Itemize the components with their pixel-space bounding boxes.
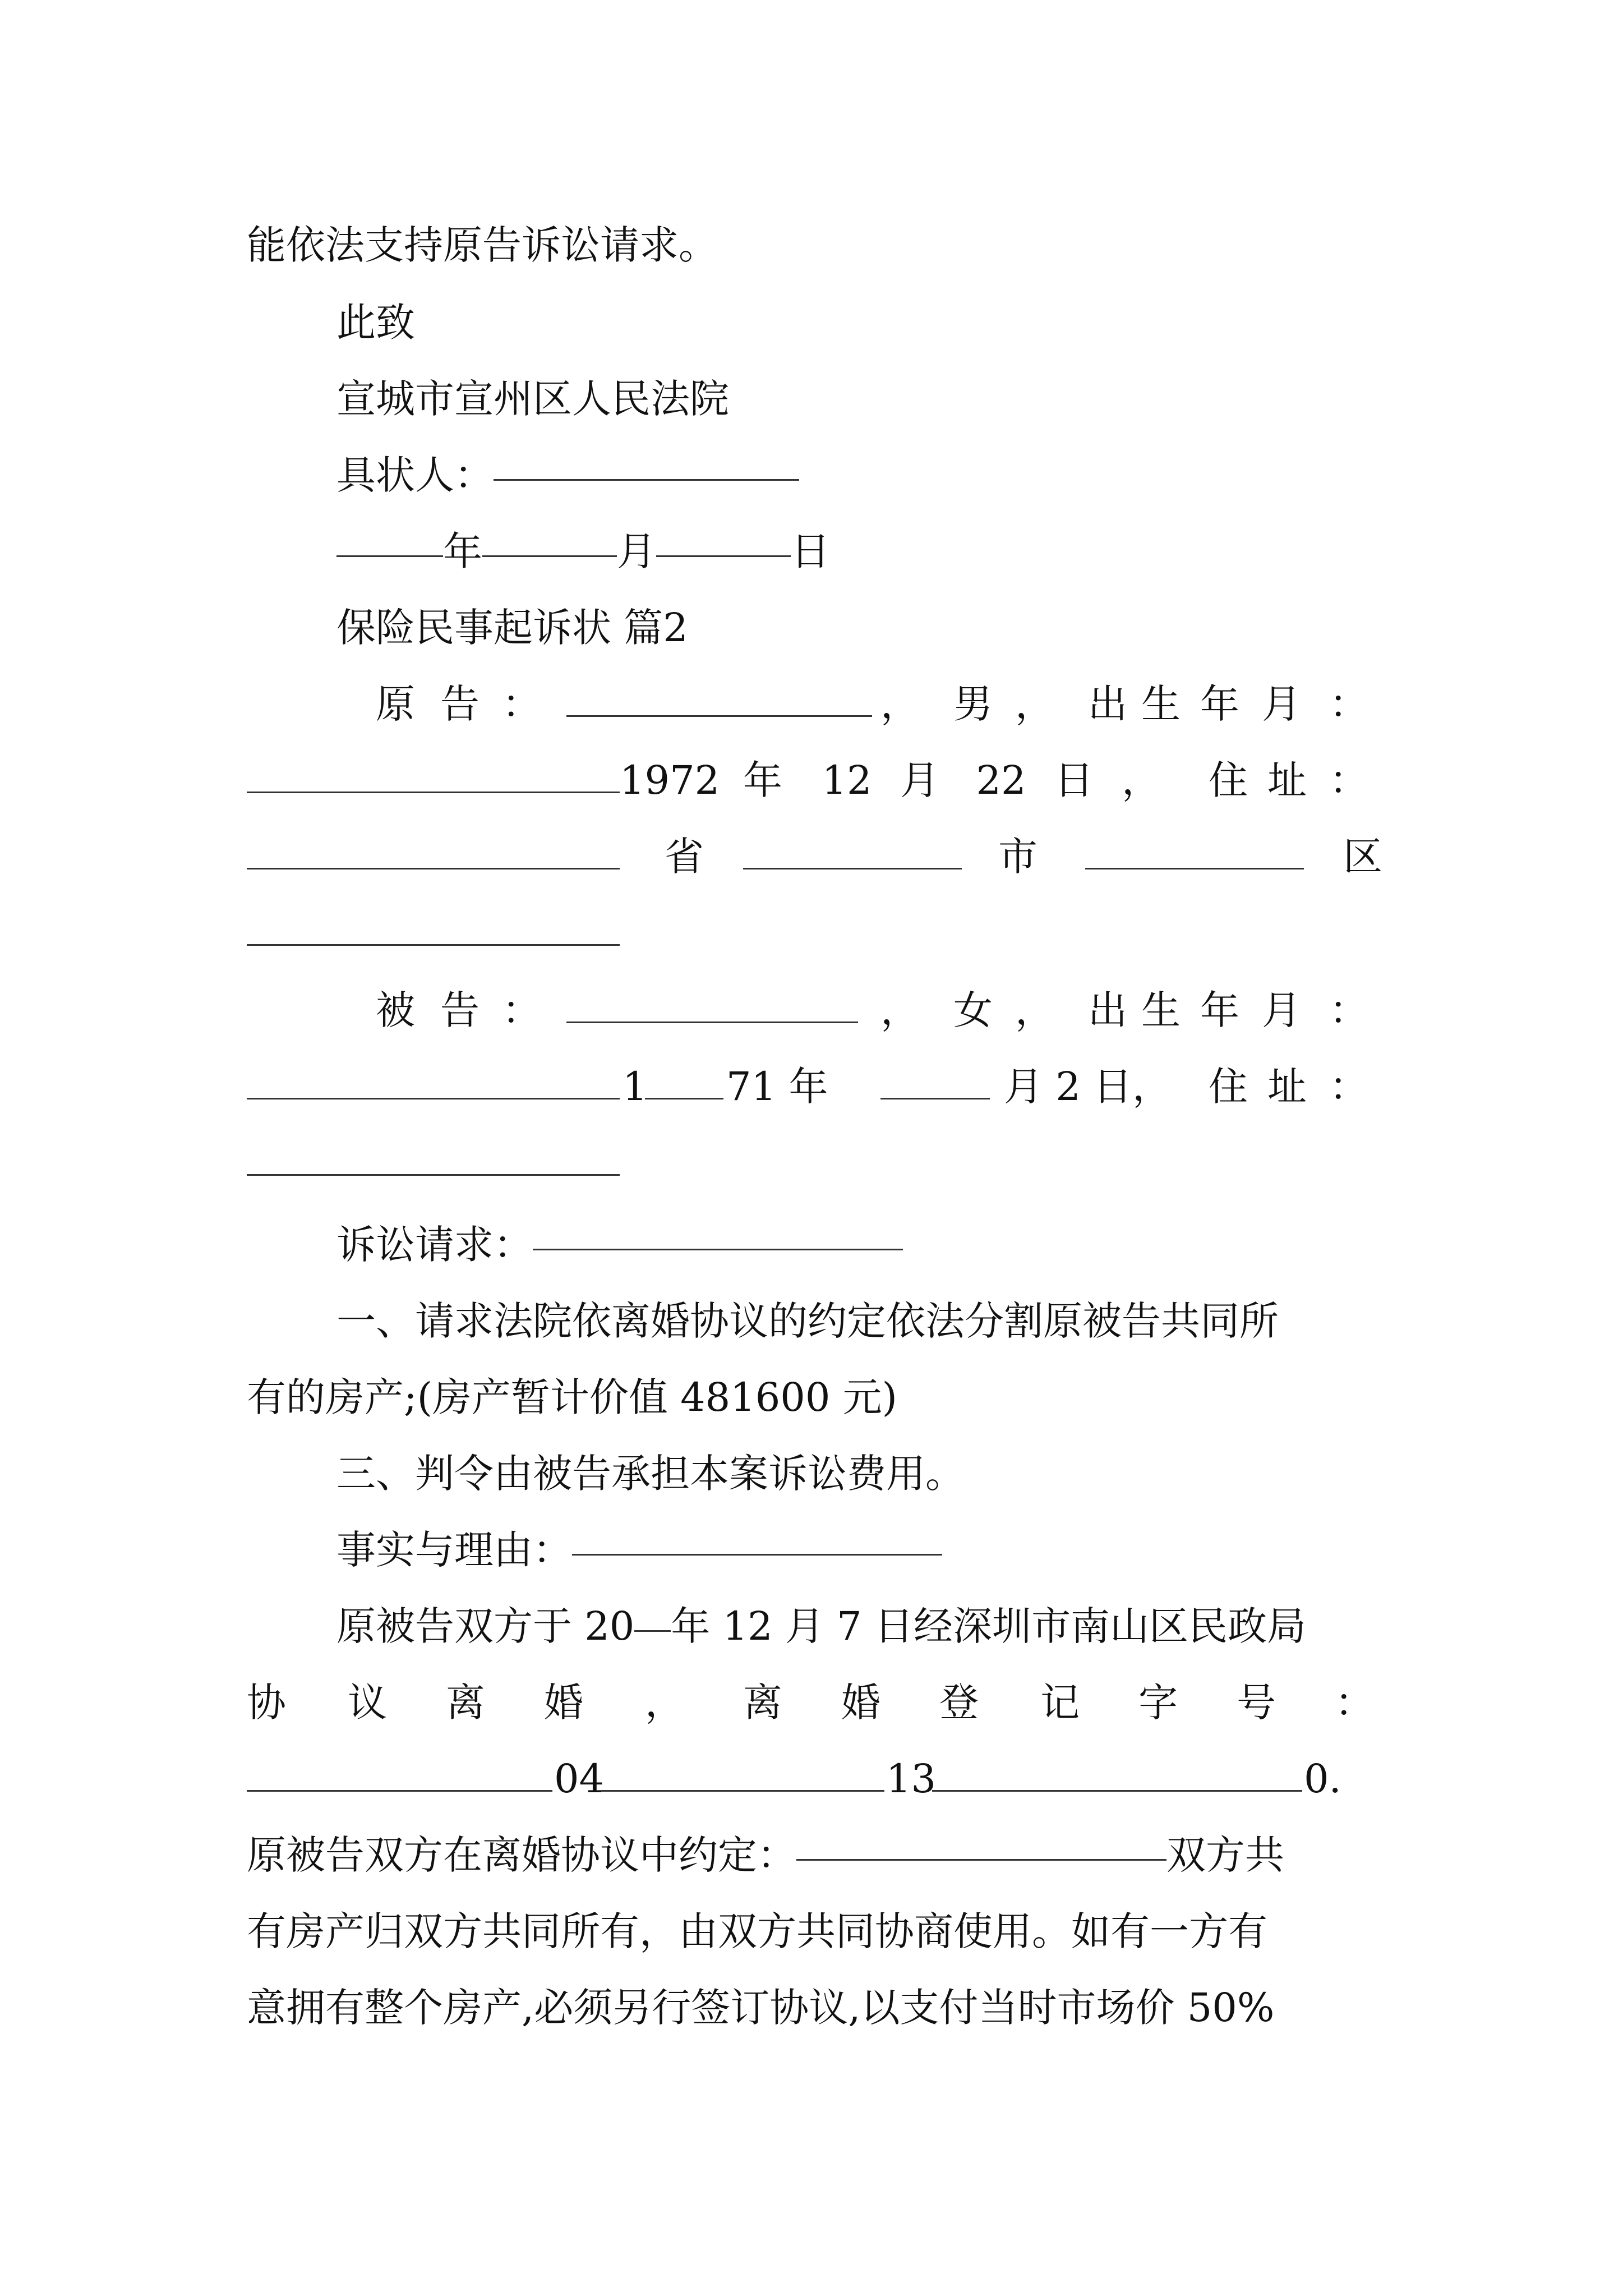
text-char: ， — [1122, 757, 1161, 803]
blank-underline — [247, 1097, 620, 1099]
text-char: 被 — [376, 987, 415, 1033]
blank-underline — [247, 1789, 552, 1792]
text-char: ： — [1335, 1680, 1374, 1726]
text-char: 住 — [1209, 1064, 1248, 1110]
text-char: 原 — [376, 681, 415, 727]
blank-underline — [566, 1021, 858, 1023]
registration-number-line — [247, 1748, 1385, 1810]
blank-underline — [932, 1789, 1302, 1792]
defendant-birth-line — [247, 1056, 1385, 1117]
year-value: 1972 — [620, 757, 720, 803]
plaintiff-address-line — [247, 826, 1385, 887]
text-char: 离 — [446, 1680, 485, 1726]
text-line: 意拥有整个房产,必须另行签订协议,以支付当时市场价 50% — [247, 1985, 1275, 2031]
blank-underline — [1085, 867, 1304, 869]
text-char: 市 — [998, 834, 1038, 880]
text-char: 登 — [939, 1680, 979, 1726]
text-char: 婚 — [841, 1680, 880, 1726]
text-char: 男 — [953, 681, 993, 727]
text-char: 字 — [1138, 1680, 1178, 1726]
blank-underline — [336, 555, 443, 557]
facts-label: 事实与理由： — [336, 1527, 572, 1573]
text-char: 协 — [247, 1680, 286, 1726]
day-value: 22 — [976, 757, 1026, 803]
text-char: 告 — [440, 681, 479, 727]
blank-line — [247, 902, 1385, 964]
court-name: 宣城市宣州区人民法院 — [336, 376, 729, 422]
blank-underline — [247, 867, 620, 869]
text-segment: 年 12 月 7 日经深圳市南山区民政局 — [671, 1603, 1306, 1649]
number-segment: 04 — [554, 1756, 605, 1802]
text-line: 有的房产;(房产暂计价值 481600 元) — [247, 1374, 897, 1420]
text-char: 告 — [440, 987, 479, 1033]
blank-underline — [645, 1097, 723, 1099]
text-char: 址 — [1267, 1064, 1307, 1110]
blank-underline — [796, 1858, 1166, 1861]
claims-heading — [336, 1214, 1385, 1276]
text-char: ， — [1015, 681, 1054, 727]
signer-line — [336, 444, 1385, 506]
year-label: 年 — [443, 528, 482, 574]
text-char: 号 — [1237, 1680, 1276, 1726]
text-char: ： — [1329, 1064, 1368, 1110]
text-segment: 原被告双方于 20 — [336, 1603, 635, 1649]
text-char: ， — [1015, 987, 1054, 1033]
text-line: 能依法支持原告诉讼请求。 — [247, 222, 718, 268]
blank-underline — [247, 944, 620, 946]
text-char: 出 — [1088, 681, 1127, 727]
text-char: 址 — [1267, 757, 1307, 803]
text-line — [247, 1824, 1385, 1886]
date-line — [336, 521, 1385, 582]
month-label: 月 — [617, 528, 656, 574]
section-heading: 保险民事起诉状 篇2 — [336, 605, 688, 651]
blank-underline — [247, 791, 620, 793]
text-char: ： — [502, 681, 541, 727]
blank-underline — [247, 1174, 620, 1176]
signer-label: 具状人： — [336, 452, 494, 498]
year-text: 71 年 — [726, 1064, 828, 1110]
blank-line — [247, 1132, 1385, 1194]
blank-underline — [656, 555, 791, 557]
number-segment: 13 — [886, 1756, 937, 1802]
text-char: 区 — [1343, 834, 1382, 880]
text-char: 日 — [1054, 757, 1094, 803]
number-segment: 0. — [1304, 1756, 1341, 1802]
text-line: 一、请求法院依离婚协议的约定依法分割原被告共同所 — [336, 1298, 1279, 1344]
facts-heading — [336, 1519, 1385, 1581]
text-char: 婚 — [544, 1680, 583, 1726]
text-char: ， — [645, 1680, 684, 1726]
blank-underline — [533, 1248, 903, 1250]
claims-label: 诉讼请求： — [336, 1222, 533, 1268]
blank-underline — [566, 715, 872, 717]
month-value: 12 — [822, 757, 872, 803]
text-char: 离 — [743, 1680, 782, 1726]
text-char: ， — [880, 987, 920, 1033]
text-line — [336, 1595, 1385, 1657]
blank-underline — [880, 1097, 990, 1099]
text-char: 生 — [1141, 681, 1181, 727]
text-char: 省 — [665, 834, 704, 880]
blank-underline — [482, 555, 617, 557]
text-char: ： — [1329, 987, 1368, 1033]
text-char: 记 — [1040, 1680, 1080, 1726]
blank-underline — [572, 1553, 942, 1556]
blank-underline — [601, 1789, 884, 1792]
text-char: 月 — [900, 757, 939, 803]
text-char: 住 — [1209, 757, 1248, 803]
text-char: 女 — [953, 987, 993, 1033]
text-line-justified — [247, 1672, 1385, 1733]
text-char: ， — [880, 681, 920, 727]
day-label: 日 — [791, 528, 830, 574]
text-char: 年 — [1200, 681, 1239, 727]
text-line: 三、判令由被告承担本案诉讼费用。 — [336, 1451, 965, 1497]
text-char: 年 — [743, 757, 782, 803]
plaintiff-line — [247, 673, 1385, 735]
text-segment: 原被告双方在离婚协议中约定： — [247, 1832, 796, 1878]
text-char: 生 — [1141, 987, 1181, 1033]
blank-underline — [743, 867, 962, 869]
text-char: 出 — [1088, 987, 1127, 1033]
text-char: 1 — [623, 1064, 648, 1110]
blank-underline — [634, 1630, 671, 1632]
text-line: 有房产归双方共同所有，由双方共同协商使用。如有一方有 — [247, 1908, 1267, 1954]
defendant-line — [247, 979, 1385, 1041]
plaintiff-birth-line — [247, 749, 1385, 811]
text-char: ： — [1329, 757, 1368, 803]
salutation: 此致 — [336, 300, 415, 346]
blank-underline — [494, 478, 799, 481]
text-char: 月 — [1262, 987, 1301, 1033]
month-day-text: 月 2 日， — [1004, 1064, 1172, 1110]
text-segment: 双方共 — [1166, 1832, 1284, 1878]
text-char: 年 — [1200, 987, 1239, 1033]
text-char: ： — [502, 987, 541, 1033]
text-char: 议 — [348, 1680, 387, 1726]
text-char: ： — [1329, 681, 1368, 727]
text-char: 月 — [1262, 681, 1301, 727]
